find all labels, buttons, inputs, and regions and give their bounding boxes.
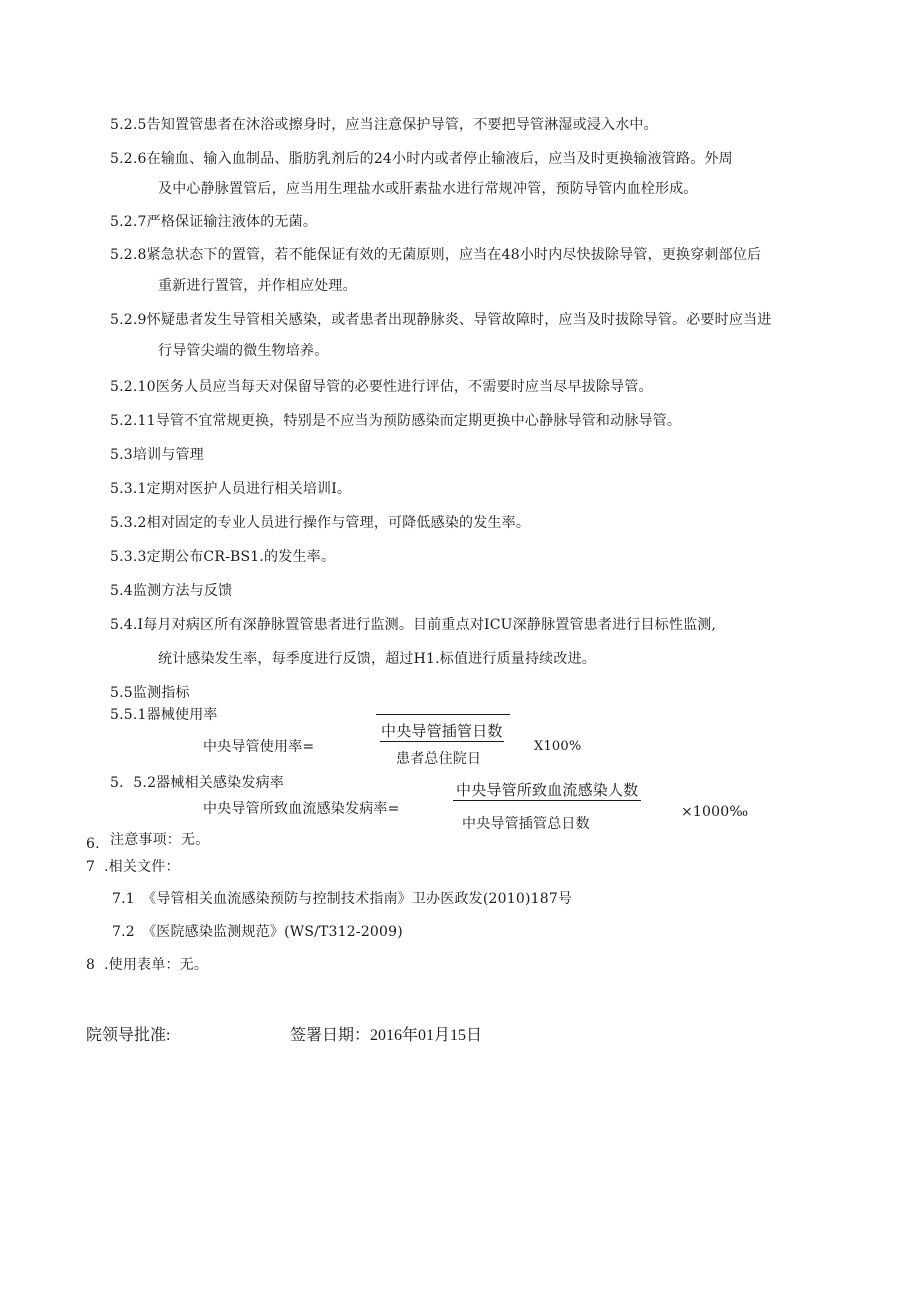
section-8-text: .使用表单：无。 — [104, 957, 209, 973]
clause-5-2-7: 5.2.7严格保证输注液体的无菌。 — [110, 214, 318, 230]
clause-5-2-5: 5.2.5告知置管患者在沐浴或擦身时，应当注意保护导管，不要把导管淋湿或浸入水中。 — [110, 117, 658, 133]
formula2-fraction-bar — [453, 800, 641, 801]
formula2-denominator: 中央导管插管总日数 — [462, 816, 590, 832]
clause-5-2-9: 5.2.9怀疑患者发生导管相关感染，或者患者出现静脉炎、导管故障时，应当及时拔除导管。必要时应当进 — [110, 312, 772, 328]
section-8-number: 8 — [86, 957, 96, 973]
clause-5-4-1-cont: 统计感染发生率，每季度进行反馈，超过H1.标值进行质量持续改进。 — [158, 651, 596, 667]
approval-label: 院领导批准: — [86, 1027, 171, 1044]
clause-5-5-1: 5.5.1器械使用率 — [110, 707, 218, 723]
heading-5-3: 5.3培训与管理 — [110, 447, 204, 463]
section-7-number: 7 — [86, 859, 96, 875]
clause-5-3-3: 5.3.3定期公布CR-BS1.的发生率。 — [110, 549, 336, 565]
clause-5-2-11: 5.2.11导管不宜常规更换，特别是不应当为预防感染而定期更换中心静脉导管和动脉导管。 — [110, 413, 682, 429]
heading-5-5: 5.5监测指标 — [110, 685, 190, 701]
formula1-denominator: 患者总住院日 — [396, 751, 482, 767]
clause-5-2-9-cont: 行导管尖端的微生物培养。 — [158, 343, 329, 359]
formula1-top-rule — [376, 714, 510, 715]
clause-5-3-1: 5.3.1定期对医护人员进行相关培训I。 — [110, 481, 352, 497]
clause-5-2-6: 5.2.6在输血、输入血制品、脂肪乳剂后的24小时内或者停止输液后，应当及时更换输液管路。外周 — [110, 151, 733, 167]
formula1-fraction-bar — [380, 741, 504, 742]
reference-7-1: 7.1 《导管相关血流感染预防与控制技术指南》卫办医政发(2010)187号 — [112, 891, 573, 907]
clause-5-2-8: 5.2.8紧急状态下的置管，若不能保证有效的无菌原则，应当在48小时内尽快拔除导管，更换穿刺部位后 — [110, 247, 762, 263]
formula1-numerator: 中央导管插管日数 — [381, 722, 503, 740]
formula2-lhs: 中央导管所致血流感染发病率= — [203, 801, 400, 817]
formula1-multiplier: X100% — [534, 739, 582, 754]
clause-5-4-1: 5.4.I每月对病区所有深静脉置管患者进行监测。目前重点对ICU深静脉置管患者进行目标性监测, — [110, 617, 717, 633]
section-6-text: 注意事项：无。 — [110, 832, 210, 848]
clause-5-2-6-cont: 及中心静脉置管后，应当用生理盐水或肝素盐水进行常规冲管，预防导管内血栓形成。 — [158, 181, 698, 197]
formula1-lhs: 中央导管使用率= — [203, 739, 315, 755]
clause-5-2-10: 5.2.10医务人员应当每天对保留导管的必要性进行评估，不需要时应当尽早拔除导管。 — [110, 379, 653, 395]
formula2-multiplier: ×1000‰ — [681, 804, 749, 820]
section-6-number: 6. — [86, 836, 100, 852]
clause-5-3-2: 5.3.2相对固定的专业人员进行操作与管理，可降低感染的发生率。 — [110, 515, 531, 531]
formula2-numerator: 中央导管所致血流感染人数 — [456, 781, 639, 799]
clause-5-2-8-cont: 重新进行置管，并作相应处理。 — [158, 278, 357, 294]
signature-date: 签署日期：2016年01月15日 — [290, 1027, 483, 1044]
heading-5-4: 5.4监测方法与反馈 — [110, 583, 233, 599]
reference-7-2: 7.2 《医院感染监测规范》(WS/T312-2009) — [112, 924, 403, 940]
section-7-text: .相关文件： — [104, 859, 180, 875]
clause-5-5-2: 5．5.2器械相关感染发病率 — [110, 775, 284, 791]
